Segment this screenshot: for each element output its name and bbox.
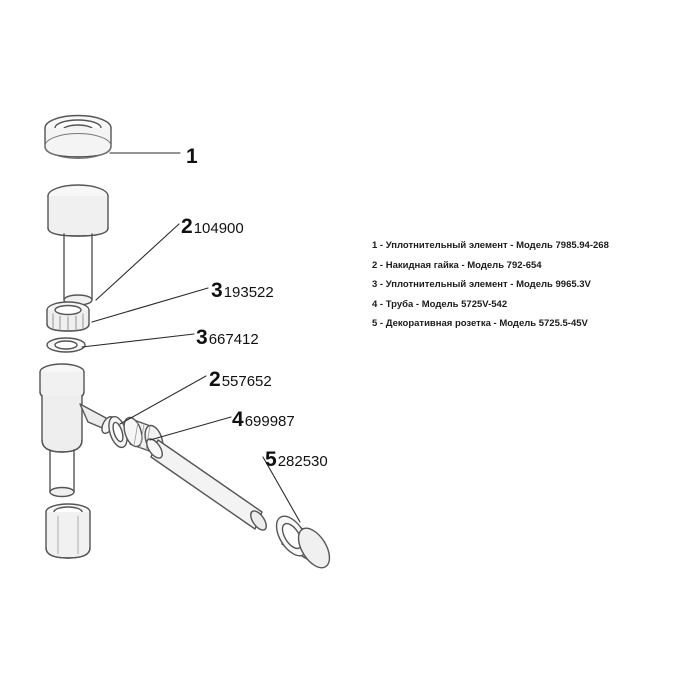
callout-code: 557652 [221,373,272,390]
callout-code: 193522 [223,284,274,301]
callout-3-193522 [211,280,274,301]
callout-number: 3 [211,279,223,302]
callout-number: 3 [196,326,208,349]
callout-number: 4 [232,408,244,431]
callout-code: 104900 [193,220,244,237]
callout-code: 699987 [244,413,295,430]
callout-number: 5 [265,448,277,471]
part-siphon-body [40,364,117,497]
callout-5-282530 [265,449,328,470]
part-long-pipe [144,436,270,532]
legend-item-3: 3 - Уплотнительный элемент - Модель 9965.3V [372,279,591,290]
part-ribbed-nut [47,302,89,331]
parts-legend [372,236,677,334]
callout-2-104900 [181,216,244,237]
part-upper-cylinder [48,185,108,305]
legend-item-5: 5 - Декоративная розетка - Модель 5725.5-45V [372,318,588,329]
part-seal-washer [47,338,85,352]
callout-number: 2 [181,215,193,238]
legend-item-1: 1 - Уплотнительный элемент - Модель 7985.94-268 [372,240,609,251]
part-bottom-cup [46,504,90,558]
callout-3-667412 [196,327,259,348]
callout-number: 1 [186,145,198,168]
part-rosette [270,511,336,573]
callout-code: 282530 [277,453,328,470]
legend-item-2: 2 - Накидная гайка - Модель 792-654 [372,259,542,271]
callout-number: 2 [209,368,221,391]
callout-2-557652 [209,369,272,390]
callout-4-699987 [232,409,295,430]
part-top-seal [45,116,111,159]
callout-1 [186,146,199,167]
callout-code: 667412 [208,331,259,348]
legend-item-4: 4 - Труба - Модель 5725V-542 [372,298,508,310]
